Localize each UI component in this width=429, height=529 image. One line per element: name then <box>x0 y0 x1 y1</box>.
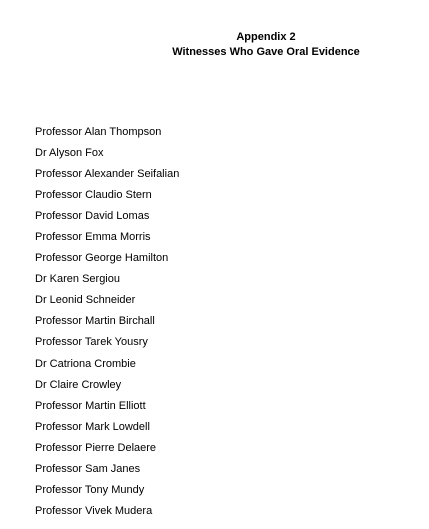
witness-item: Professor Mark Lowdell <box>35 420 150 433</box>
witness-item: Dr Catriona Crombie <box>35 357 136 370</box>
witness-item: Professor George Hamilton <box>35 252 169 265</box>
witness-item: Professor David Lomas <box>35 210 150 223</box>
witness-list <box>35 124 179 524</box>
witness-item: Professor Alexander Seifalian <box>35 168 180 181</box>
witness-item: Professor Vivek Mudera <box>35 504 153 517</box>
document-heading <box>0 30 429 60</box>
witness-item: Professor Claudio Stern <box>35 189 152 202</box>
witness-item: Dr Claire Crowley <box>35 378 122 391</box>
witness-item: Dr Leonid Schneider <box>35 294 136 307</box>
witness-item: Dr Karen Sergiou <box>35 273 120 286</box>
witness-item: Professor Martin Birchall <box>35 315 155 328</box>
witness-item: Professor Emma Morris <box>35 231 151 244</box>
witness-item: Professor Martin Elliott <box>35 399 146 412</box>
witness-item: Professor Pierre Delaere <box>35 441 157 454</box>
witness-item: Professor Tony Mundy <box>35 483 145 496</box>
witness-item: Dr Alyson Fox <box>35 147 104 160</box>
page-title: Witnesses Who Gave Oral Evidence <box>172 46 360 58</box>
appendix-label: Appendix 2 <box>236 31 296 43</box>
witness-item: Professor Alan Thompson <box>35 126 162 138</box>
witness-item: Professor Tarek Yousry <box>35 336 148 349</box>
witness-item: Professor Sam Janes <box>35 462 141 475</box>
